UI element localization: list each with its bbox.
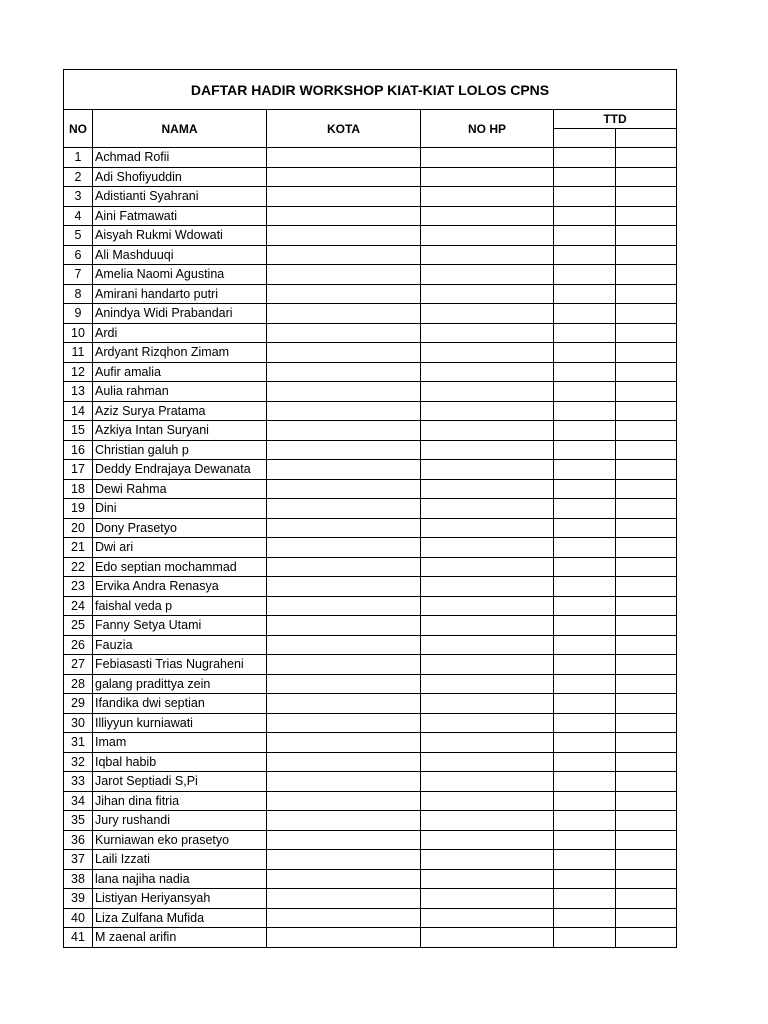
table-row: [64, 791, 677, 811]
row-ttd-2: [616, 518, 677, 538]
row-nama: Deddy Endrajaya Dewanata: [93, 460, 267, 480]
row-ttd-1: [554, 460, 616, 480]
table-row: [64, 772, 677, 792]
row-nama: Adistianti Syahrani: [93, 187, 267, 207]
row-nama: lana najiha nadia: [93, 869, 267, 889]
row-number: 28: [64, 674, 93, 694]
row-ttd-2: [616, 616, 677, 636]
row-kota: [267, 538, 421, 558]
row-no-hp: [421, 596, 554, 616]
row-nama: Dewi Rahma: [93, 479, 267, 499]
row-ttd-1: [554, 167, 616, 187]
row-no-hp: [421, 694, 554, 714]
header-ttd: TTD: [554, 110, 677, 129]
row-ttd-2: [616, 499, 677, 519]
row-ttd-2: [616, 577, 677, 597]
table-row: [64, 206, 677, 226]
row-ttd-2: [616, 538, 677, 558]
row-ttd-2: [616, 850, 677, 870]
row-ttd-2: [616, 401, 677, 421]
row-kota: [267, 206, 421, 226]
row-ttd-1: [554, 479, 616, 499]
row-nama: Fauzia: [93, 635, 267, 655]
row-ttd-2: [616, 148, 677, 168]
row-number: 23: [64, 577, 93, 597]
row-kota: [267, 187, 421, 207]
row-number: 11: [64, 343, 93, 363]
row-number: 16: [64, 440, 93, 460]
table-row: [64, 245, 677, 265]
row-ttd-1: [554, 557, 616, 577]
row-no-hp: [421, 206, 554, 226]
row-no-hp: [421, 148, 554, 168]
row-nama: Febiasasti Trias Nugraheni: [93, 655, 267, 675]
row-number: 30: [64, 713, 93, 733]
row-no-hp: [421, 557, 554, 577]
row-no-hp: [421, 713, 554, 733]
row-kota: [267, 460, 421, 480]
row-no-hp: [421, 928, 554, 948]
row-kota: [267, 148, 421, 168]
row-ttd-2: [616, 791, 677, 811]
row-no-hp: [421, 752, 554, 772]
row-ttd-1: [554, 811, 616, 831]
row-kota: [267, 694, 421, 714]
row-kota: [267, 499, 421, 519]
row-ttd-1: [554, 538, 616, 558]
row-nama: Ardi: [93, 323, 267, 343]
table-row: [64, 499, 677, 519]
table-row: [64, 421, 677, 441]
table-row: [64, 323, 677, 343]
row-number: 36: [64, 830, 93, 850]
row-ttd-2: [616, 323, 677, 343]
row-no-hp: [421, 460, 554, 480]
row-nama: Imam: [93, 733, 267, 753]
table-row: [64, 167, 677, 187]
row-ttd-1: [554, 382, 616, 402]
row-kota: [267, 284, 421, 304]
row-ttd-1: [554, 616, 616, 636]
row-ttd-1: [554, 343, 616, 363]
row-kota: [267, 304, 421, 324]
row-no-hp: [421, 284, 554, 304]
row-ttd-2: [616, 479, 677, 499]
row-no-hp: [421, 343, 554, 363]
row-ttd-2: [616, 674, 677, 694]
row-nama: Dwi ari: [93, 538, 267, 558]
row-nama: Aulia rahman: [93, 382, 267, 402]
row-nama: Aisyah Rukmi Wdowati: [93, 226, 267, 246]
row-ttd-2: [616, 908, 677, 928]
row-ttd-1: [554, 245, 616, 265]
row-ttd-2: [616, 226, 677, 246]
row-ttd-2: [616, 245, 677, 265]
row-number: 18: [64, 479, 93, 499]
row-ttd-2: [616, 460, 677, 480]
row-ttd-1: [554, 674, 616, 694]
table-row: [64, 460, 677, 480]
row-ttd-1: [554, 206, 616, 226]
row-ttd-2: [616, 304, 677, 324]
row-ttd-2: [616, 596, 677, 616]
row-ttd-2: [616, 713, 677, 733]
table-row: [64, 616, 677, 636]
row-ttd-1: [554, 518, 616, 538]
row-number: 19: [64, 499, 93, 519]
row-kota: [267, 655, 421, 675]
table-row: [64, 362, 677, 382]
row-ttd-2: [616, 265, 677, 285]
row-ttd-2: [616, 440, 677, 460]
row-number: 1: [64, 148, 93, 168]
row-nama: Edo septian mochammad: [93, 557, 267, 577]
row-ttd-1: [554, 830, 616, 850]
row-ttd-1: [554, 421, 616, 441]
table-row: [64, 148, 677, 168]
row-kota: [267, 850, 421, 870]
row-kota: [267, 889, 421, 909]
row-kota: [267, 440, 421, 460]
row-nama: Jury rushandi: [93, 811, 267, 831]
row-number: 14: [64, 401, 93, 421]
row-no-hp: [421, 655, 554, 675]
row-ttd-1: [554, 499, 616, 519]
row-ttd-1: [554, 889, 616, 909]
row-kota: [267, 791, 421, 811]
row-ttd-2: [616, 343, 677, 363]
table-row: [64, 577, 677, 597]
row-kota: [267, 479, 421, 499]
table-row: [64, 908, 677, 928]
row-number: 40: [64, 908, 93, 928]
row-ttd-1: [554, 596, 616, 616]
row-number: 17: [64, 460, 93, 480]
table-row: [64, 869, 677, 889]
table-row: [64, 596, 677, 616]
row-ttd-1: [554, 772, 616, 792]
row-kota: [267, 577, 421, 597]
row-no-hp: [421, 187, 554, 207]
row-no-hp: [421, 499, 554, 519]
row-number: 6: [64, 245, 93, 265]
attendance-table: [63, 69, 677, 948]
row-no-hp: [421, 577, 554, 597]
header-nama: NAMA: [93, 110, 267, 148]
row-nama: Aufir amalia: [93, 362, 267, 382]
row-number: 27: [64, 655, 93, 675]
row-ttd-1: [554, 908, 616, 928]
row-number: 8: [64, 284, 93, 304]
row-kota: [267, 382, 421, 402]
row-kota: [267, 713, 421, 733]
row-no-hp: [421, 616, 554, 636]
table-row: [64, 635, 677, 655]
row-ttd-1: [554, 733, 616, 753]
row-nama: Anindya Widi Prabandari: [93, 304, 267, 324]
row-ttd-2: [616, 694, 677, 714]
table-row: [64, 479, 677, 499]
row-kota: [267, 557, 421, 577]
row-nama: Illiyyun kurniawati: [93, 713, 267, 733]
row-ttd-1: [554, 752, 616, 772]
row-number: 34: [64, 791, 93, 811]
row-kota: [267, 772, 421, 792]
row-no-hp: [421, 440, 554, 460]
row-kota: [267, 928, 421, 948]
row-nama: Amelia Naomi Agustina: [93, 265, 267, 285]
row-kota: [267, 343, 421, 363]
row-ttd-2: [616, 830, 677, 850]
row-kota: [267, 421, 421, 441]
row-nama: Fanny Setya Utami: [93, 616, 267, 636]
row-ttd-2: [616, 557, 677, 577]
row-number: 3: [64, 187, 93, 207]
table-row: [64, 382, 677, 402]
row-ttd-1: [554, 577, 616, 597]
row-no-hp: [421, 304, 554, 324]
row-no-hp: [421, 518, 554, 538]
header-kota: KOTA: [267, 110, 421, 148]
row-no-hp: [421, 674, 554, 694]
table-row: [64, 850, 677, 870]
row-number: 13: [64, 382, 93, 402]
row-nama: Kurniawan eko prasetyo: [93, 830, 267, 850]
row-ttd-1: [554, 304, 616, 324]
row-number: 2: [64, 167, 93, 187]
row-ttd-2: [616, 187, 677, 207]
row-no-hp: [421, 791, 554, 811]
row-number: 41: [64, 928, 93, 948]
row-nama: Liza Zulfana Mufida: [93, 908, 267, 928]
row-nama: Dini: [93, 499, 267, 519]
row-kota: [267, 226, 421, 246]
row-ttd-2: [616, 733, 677, 753]
row-no-hp: [421, 869, 554, 889]
row-no-hp: [421, 479, 554, 499]
row-nama: Jihan dina fitria: [93, 791, 267, 811]
row-no-hp: [421, 772, 554, 792]
row-number: 31: [64, 733, 93, 753]
row-no-hp: [421, 635, 554, 655]
row-number: 15: [64, 421, 93, 441]
row-ttd-2: [616, 635, 677, 655]
table-row: [64, 343, 677, 363]
table-row: [64, 830, 677, 850]
row-no-hp: [421, 362, 554, 382]
row-ttd-1: [554, 226, 616, 246]
row-no-hp: [421, 733, 554, 753]
row-number: 20: [64, 518, 93, 538]
row-kota: [267, 733, 421, 753]
row-nama: galang pradittya zein: [93, 674, 267, 694]
table-row: [64, 752, 677, 772]
row-kota: [267, 674, 421, 694]
row-kota: [267, 323, 421, 343]
row-nama: Christian galuh p: [93, 440, 267, 460]
row-number: 24: [64, 596, 93, 616]
table-row: [64, 674, 677, 694]
row-ttd-2: [616, 811, 677, 831]
row-kota: [267, 635, 421, 655]
header-no-hp: NO HP: [421, 110, 554, 148]
row-ttd-2: [616, 421, 677, 441]
row-ttd-1: [554, 148, 616, 168]
row-no-hp: [421, 226, 554, 246]
row-nama: Iqbal habib: [93, 752, 267, 772]
row-ttd-1: [554, 713, 616, 733]
table-row: [64, 655, 677, 675]
row-kota: [267, 362, 421, 382]
header-row: [64, 110, 677, 129]
row-ttd-1: [554, 284, 616, 304]
table-row: [64, 284, 677, 304]
row-nama: Aini Fatmawati: [93, 206, 267, 226]
row-ttd-2: [616, 284, 677, 304]
row-ttd-1: [554, 635, 616, 655]
table-row: [64, 928, 677, 948]
table-row: [64, 518, 677, 538]
row-number: 22: [64, 557, 93, 577]
row-no-hp: [421, 811, 554, 831]
row-kota: [267, 752, 421, 772]
document-title: DAFTAR HADIR WORKSHOP KIAT-KIAT LOLOS CPNS: [64, 70, 677, 110]
table-row: [64, 440, 677, 460]
row-nama: Amirani handarto putri: [93, 284, 267, 304]
row-nama: Azkiya Intan Suryani: [93, 421, 267, 441]
row-nama: faishal veda p: [93, 596, 267, 616]
table-row: [64, 694, 677, 714]
row-ttd-1: [554, 323, 616, 343]
row-ttd-2: [616, 206, 677, 226]
row-number: 29: [64, 694, 93, 714]
row-kota: [267, 616, 421, 636]
table-row: [64, 889, 677, 909]
row-no-hp: [421, 850, 554, 870]
row-ttd-2: [616, 772, 677, 792]
row-ttd-1: [554, 655, 616, 675]
row-nama: Listiyan Heriyansyah: [93, 889, 267, 909]
row-no-hp: [421, 889, 554, 909]
row-no-hp: [421, 265, 554, 285]
row-ttd-2: [616, 889, 677, 909]
row-nama: Ali Mashduuqi: [93, 245, 267, 265]
row-ttd-1: [554, 850, 616, 870]
row-number: 37: [64, 850, 93, 870]
row-nama: Ardyant Rizqhon Zimam: [93, 343, 267, 363]
row-nama: Dony Prasetyo: [93, 518, 267, 538]
row-no-hp: [421, 323, 554, 343]
row-number: 39: [64, 889, 93, 909]
row-kota: [267, 869, 421, 889]
table-row: [64, 226, 677, 246]
table-row: [64, 713, 677, 733]
row-no-hp: [421, 245, 554, 265]
row-number: 25: [64, 616, 93, 636]
row-ttd-2: [616, 752, 677, 772]
header-ttd-sub-2: [616, 129, 677, 148]
table-row: [64, 265, 677, 285]
table-row: [64, 304, 677, 324]
row-number: 33: [64, 772, 93, 792]
row-nama: Aziz Surya Pratama: [93, 401, 267, 421]
row-ttd-2: [616, 928, 677, 948]
row-number: 5: [64, 226, 93, 246]
row-nama: Achmad Rofii: [93, 148, 267, 168]
row-kota: [267, 401, 421, 421]
header-ttd-sub-1: [554, 129, 616, 148]
row-kota: [267, 830, 421, 850]
row-ttd-2: [616, 362, 677, 382]
row-no-hp: [421, 382, 554, 402]
row-ttd-2: [616, 869, 677, 889]
table-row: [64, 401, 677, 421]
table-row: [64, 811, 677, 831]
row-number: 4: [64, 206, 93, 226]
row-number: 38: [64, 869, 93, 889]
row-nama: Laili Izzati: [93, 850, 267, 870]
row-ttd-2: [616, 167, 677, 187]
row-kota: [267, 811, 421, 831]
row-nama: M zaenal arifin: [93, 928, 267, 948]
row-ttd-1: [554, 265, 616, 285]
row-no-hp: [421, 167, 554, 187]
row-number: 35: [64, 811, 93, 831]
row-number: 12: [64, 362, 93, 382]
row-number: 21: [64, 538, 93, 558]
row-kota: [267, 518, 421, 538]
table-row: [64, 187, 677, 207]
row-kota: [267, 167, 421, 187]
table-row: [64, 733, 677, 753]
row-nama: Adi Shofiyuddin: [93, 167, 267, 187]
row-number: 26: [64, 635, 93, 655]
row-ttd-1: [554, 401, 616, 421]
row-nama: Ifandika dwi septian: [93, 694, 267, 714]
row-no-hp: [421, 830, 554, 850]
row-kota: [267, 265, 421, 285]
row-ttd-1: [554, 440, 616, 460]
row-ttd-1: [554, 362, 616, 382]
row-nama: Jarot Septiadi S,Pi: [93, 772, 267, 792]
row-ttd-1: [554, 187, 616, 207]
row-kota: [267, 245, 421, 265]
header-no: NO: [64, 110, 93, 148]
row-ttd-1: [554, 791, 616, 811]
row-ttd-1: [554, 869, 616, 889]
row-kota: [267, 596, 421, 616]
row-ttd-1: [554, 694, 616, 714]
row-ttd-2: [616, 655, 677, 675]
row-number: 10: [64, 323, 93, 343]
row-number: 7: [64, 265, 93, 285]
title-row: [64, 70, 677, 110]
row-no-hp: [421, 538, 554, 558]
row-no-hp: [421, 401, 554, 421]
row-number: 32: [64, 752, 93, 772]
row-nama: Ervika Andra Renasya: [93, 577, 267, 597]
row-ttd-2: [616, 382, 677, 402]
table-row: [64, 557, 677, 577]
row-no-hp: [421, 908, 554, 928]
row-number: 9: [64, 304, 93, 324]
row-no-hp: [421, 421, 554, 441]
row-kota: [267, 908, 421, 928]
table-row: [64, 538, 677, 558]
row-ttd-1: [554, 928, 616, 948]
